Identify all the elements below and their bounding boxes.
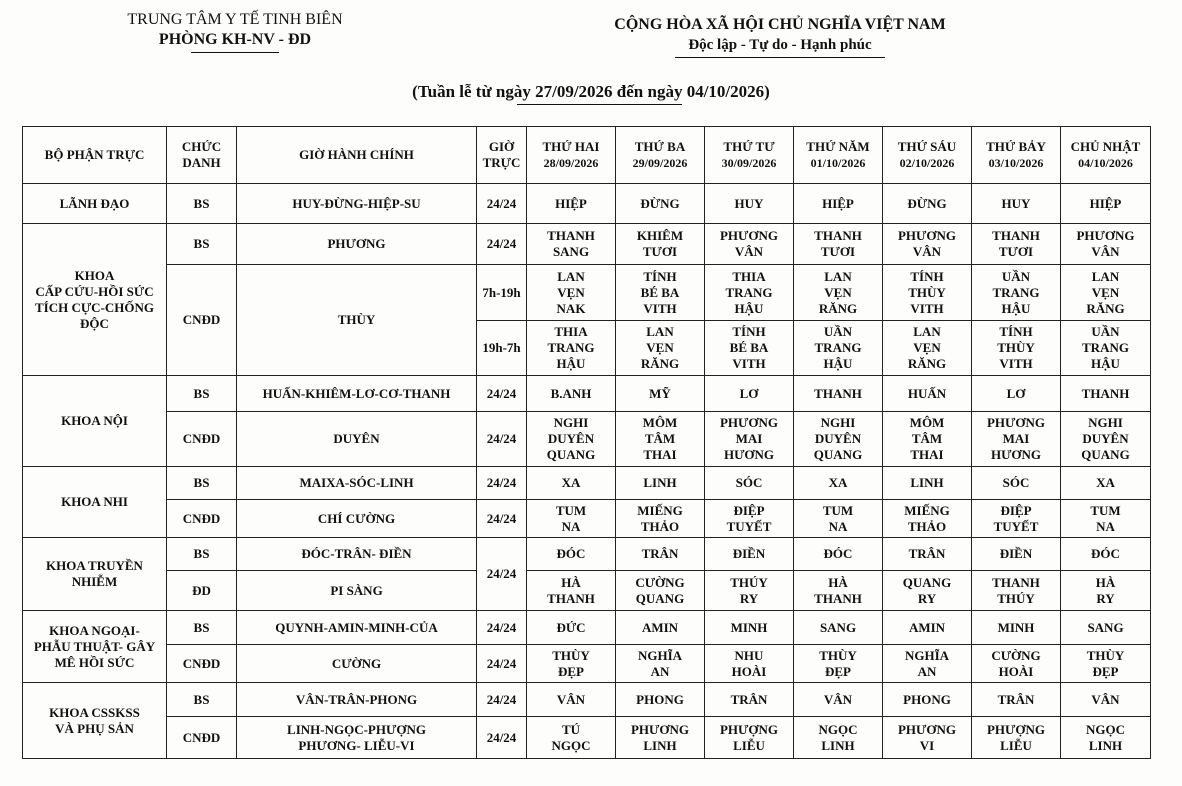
col-day: [705, 127, 794, 184]
duty-name-cell: PHƯƠNG VI: [883, 717, 972, 759]
duty-name-cell: PHƯỢNG LIỄU: [705, 717, 794, 759]
duty-name-cell: SÓC: [705, 467, 794, 500]
org-header: [100, 10, 370, 53]
duty-name-cell: TÍNH BÉ BA VITH: [705, 321, 794, 376]
hours-cell: 24/24: [477, 645, 527, 683]
org-department: PHÒNG KH-NV - ĐD: [158, 31, 312, 48]
day-name: THỨ TƯ: [723, 139, 775, 154]
duty-name-cell: LINH: [616, 467, 705, 500]
duty-name-cell: MÔM TÂM THAI: [616, 412, 705, 467]
duty-name-cell: UẦN TRANG HẬU: [794, 321, 883, 376]
duty-name-cell: ĐIỆP TUYẾT: [705, 500, 794, 538]
duty-name-cell: MIẾNG THẢO: [616, 500, 705, 538]
department-cell: KHOA NỘI: [23, 376, 167, 467]
duty-name-cell: SANG: [794, 611, 883, 645]
duty-name-cell: HUẤN: [883, 376, 972, 412]
duty-name-cell: AMIN: [616, 611, 705, 645]
duty-name-cell: LAN VẸN NAK: [527, 265, 616, 321]
duty-name-cell: LAN VẸN RĂNG: [883, 321, 972, 376]
department-cell: LÃNH ĐẠO: [23, 184, 167, 224]
hours-cell: 24/24: [477, 538, 527, 611]
office-cell: QUYNH-AMIN-MINH-CỦA: [237, 611, 477, 645]
duty-name-cell: TRÂN: [616, 538, 705, 571]
duty-name-cell: THÙY ĐẸP: [1061, 645, 1151, 683]
hours-cell: 24/24: [477, 376, 527, 412]
duty-name-cell: NGHĨA AN: [616, 645, 705, 683]
day-name: THỨ NĂM: [806, 139, 870, 154]
duty-name-cell: PHƯƠNG LINH: [616, 717, 705, 759]
hours-cell: 24/24: [477, 224, 527, 265]
hours-cell: 24/24: [477, 412, 527, 467]
duty-name-cell: PHƯƠNG VÂN: [883, 224, 972, 265]
title-cell: BS: [167, 467, 237, 500]
office-cell: THÙY: [237, 265, 477, 376]
day-date: 29/09/2026: [632, 156, 688, 170]
table-row: [23, 224, 1151, 265]
office-cell: ĐÓC-TRÂN- ĐIỀN: [237, 538, 477, 571]
duty-name-cell: NGỌC LINH: [1061, 717, 1151, 759]
office-cell: HUY-ĐỪNG-HIỆP-SU: [237, 184, 477, 224]
duty-name-cell: QUANG RY: [883, 571, 972, 611]
col-department: BỘ PHẬN TRỰC: [23, 127, 167, 184]
office-cell: VÂN-TRÂN-PHONG: [237, 683, 477, 717]
day-date: 30/09/2026: [721, 156, 777, 170]
duty-name-cell: THÙY ĐẸP: [527, 645, 616, 683]
duty-name-cell: PHƯƠNG VÂN: [1061, 224, 1151, 265]
duty-name-cell: MIẾNG THẢO: [883, 500, 972, 538]
duty-name-cell: TÍNH THÙY VITH: [883, 265, 972, 321]
duty-name-cell: ĐÓC: [1061, 538, 1151, 571]
title-cell: CNĐD: [167, 500, 237, 538]
col-day: [883, 127, 972, 184]
duty-name-cell: HÀ THANH: [527, 571, 616, 611]
col-day: [972, 127, 1061, 184]
duty-name-cell: UẦN TRANG HẬU: [972, 265, 1061, 321]
duty-name-cell: ĐỨC: [527, 611, 616, 645]
duty-name-cell: VÂN: [794, 683, 883, 717]
table-row: [23, 717, 1151, 759]
hours-cell: 7h-19h: [477, 265, 527, 321]
duty-name-cell: PHƯỢNG LIỄU: [972, 717, 1061, 759]
col-office-hours: GIỜ HÀNH CHÍNH: [237, 127, 477, 184]
day-date: 02/10/2026: [899, 156, 955, 170]
department-cell: KHOA NGOẠI- PHẪU THUẬT- GÂY MÊ HỒI SỨC: [23, 611, 167, 683]
duty-name-cell: HIỆP: [527, 184, 616, 224]
duty-name-cell: NGHI DUYÊN QUANG: [794, 412, 883, 467]
duty-name-cell: NGHI DUYÊN QUANG: [1061, 412, 1151, 467]
duty-name-cell: TRÂN: [883, 538, 972, 571]
title-cell: BS: [167, 683, 237, 717]
duty-name-cell: ĐỪNG: [616, 184, 705, 224]
duty-name-cell: PHƯƠNG VÂN: [705, 224, 794, 265]
duty-name-cell: MỸ: [616, 376, 705, 412]
duty-name-cell: THIA TRANG HẬU: [527, 321, 616, 376]
title-cell: BS: [167, 376, 237, 412]
duty-name-cell: THIA TRANG HẬU: [705, 265, 794, 321]
duty-name-cell: NGHĨA AN: [883, 645, 972, 683]
duty-name-cell: NGHI DUYÊN QUANG: [527, 412, 616, 467]
title-cell: CNĐD: [167, 265, 237, 376]
col-duty-hours: GIỜ TRỰC: [477, 127, 527, 184]
table-row: [23, 467, 1151, 500]
duty-name-cell: B.ANH: [527, 376, 616, 412]
duty-name-cell: XA: [527, 467, 616, 500]
office-cell: PI SÀNG: [237, 571, 477, 611]
duty-name-cell: LAN VẸN RĂNG: [616, 321, 705, 376]
hours-cell: 24/24: [477, 683, 527, 717]
duty-name-cell: TÍNH BÉ BA VITH: [616, 265, 705, 321]
hours-cell: 24/24: [477, 717, 527, 759]
col-day: [616, 127, 705, 184]
day-name: CHỦ NHẬT: [1070, 139, 1141, 154]
duty-name-cell: TRÂN: [705, 683, 794, 717]
duty-name-cell: AMIN: [883, 611, 972, 645]
day-date: 28/09/2026: [543, 156, 599, 170]
department-cell: KHOA NHI: [23, 467, 167, 538]
department-cell: KHOA CẤP CỨU-HỒI SỨC TÍCH CỰC-CHỐNG ĐỘC: [23, 224, 167, 376]
title-cell: CNĐD: [167, 645, 237, 683]
duty-name-cell: VÂN: [1061, 683, 1151, 717]
duty-name-cell: THÚY RY: [705, 571, 794, 611]
duty-name-cell: TÚ NGỌC: [527, 717, 616, 759]
duty-name-cell: NGỌC LINH: [794, 717, 883, 759]
hours-cell: 19h-7h: [477, 321, 527, 376]
day-name: THỨ HAI: [542, 139, 600, 154]
office-cell: LINH-NGỌC-PHƯỢNG PHƯƠNG- LIỄU-VI: [237, 717, 477, 759]
duty-name-cell: LINH: [883, 467, 972, 500]
duty-name-cell: PHONG: [883, 683, 972, 717]
office-cell: CHÍ CƯỜNG: [237, 500, 477, 538]
col-day: [794, 127, 883, 184]
duty-name-cell: MINH: [705, 611, 794, 645]
duty-name-cell: CƯỜNG HOÀI: [972, 645, 1061, 683]
duty-name-cell: THANH TƯƠI: [972, 224, 1061, 265]
duty-name-cell: THANH THÚY: [972, 571, 1061, 611]
org-underline: [191, 52, 279, 53]
duty-name-cell: PHONG: [616, 683, 705, 717]
table-row: [23, 611, 1151, 645]
duty-name-cell: XA: [1061, 467, 1151, 500]
day-date: 01/10/2026: [810, 156, 866, 170]
duty-name-cell: VÂN: [527, 683, 616, 717]
table-row: [23, 184, 1151, 224]
duty-name-cell: LAN VẸN RĂNG: [794, 265, 883, 321]
title-cell: BS: [167, 611, 237, 645]
duty-name-cell: HUY: [972, 184, 1061, 224]
duty-name-cell: ĐỪNG: [883, 184, 972, 224]
table-row: [23, 571, 1151, 611]
office-cell: PHƯƠNG: [237, 224, 477, 265]
title-cell: CNĐD: [167, 412, 237, 467]
duty-name-cell: HÀ RY: [1061, 571, 1151, 611]
duty-name-cell: TRÂN: [972, 683, 1061, 717]
nation-header: [600, 15, 960, 58]
duty-roster-table: [22, 126, 1151, 759]
table-row: [23, 376, 1151, 412]
duty-name-cell: TUM NA: [527, 500, 616, 538]
duty-name-cell: TÍNH THÙY VITH: [972, 321, 1061, 376]
day-date: 03/10/2026: [988, 156, 1044, 170]
duty-name-cell: XA: [794, 467, 883, 500]
duty-name-cell: THANH: [1061, 376, 1151, 412]
table-row: [23, 538, 1151, 571]
duty-name-cell: MINH: [972, 611, 1061, 645]
duty-name-cell: HUY: [705, 184, 794, 224]
duty-name-cell: PHƯƠNG MAI HƯƠNG: [705, 412, 794, 467]
duty-name-cell: THANH: [794, 376, 883, 412]
duty-name-cell: ĐIỀN: [705, 538, 794, 571]
title-cell: CNĐD: [167, 717, 237, 759]
department-cell: KHOA TRUYỀN NHIỄM: [23, 538, 167, 611]
duty-name-cell: LAN VẸN RĂNG: [1061, 265, 1151, 321]
table-header-row: [23, 127, 1151, 184]
hours-cell: 24/24: [477, 611, 527, 645]
duty-name-cell: THANH SANG: [527, 224, 616, 265]
org-name: TRUNG TÂM Y TẾ TINH BIÊN: [127, 11, 343, 28]
duty-name-cell: ĐÓC: [527, 538, 616, 571]
week-underline: [517, 104, 682, 105]
duty-name-cell: LƠ: [705, 376, 794, 412]
motto-underline: [675, 57, 885, 58]
office-cell: CƯỜNG: [237, 645, 477, 683]
duty-name-cell: SÓC: [972, 467, 1061, 500]
col-day: [1061, 127, 1151, 184]
title-cell: BS: [167, 224, 237, 265]
table-row: [23, 412, 1151, 467]
office-cell: DUYÊN: [237, 412, 477, 467]
table-row: [23, 683, 1151, 717]
department-cell: KHOA CSSKSS VÀ PHỤ SẢN: [23, 683, 167, 759]
hours-cell: 24/24: [477, 184, 527, 224]
duty-name-cell: PHƯƠNG MAI HƯƠNG: [972, 412, 1061, 467]
duty-name-cell: ĐIỀN: [972, 538, 1061, 571]
office-cell: HUẤN-KHIÊM-LƠ-CƠ-THANH: [237, 376, 477, 412]
duty-name-cell: NHU HOÀI: [705, 645, 794, 683]
duty-name-cell: HIỆP: [1061, 184, 1151, 224]
day-name: THỨ SÁU: [897, 139, 957, 154]
title-cell: BS: [167, 184, 237, 224]
hours-cell: 24/24: [477, 500, 527, 538]
office-cell: MAIXA-SÓC-LINH: [237, 467, 477, 500]
duty-name-cell: ĐÓC: [794, 538, 883, 571]
duty-name-cell: MÔM TÂM THAI: [883, 412, 972, 467]
week-title: (Tuần lễ từ ngày 27/09/2026 đến ngày 04/10/2026): [412, 82, 770, 101]
day-date: 04/10/2026: [1078, 156, 1133, 170]
duty-name-cell: THANH TƯƠI: [794, 224, 883, 265]
table-row: [23, 265, 1151, 321]
col-title: CHỨC DANH: [167, 127, 237, 184]
duty-name-cell: SANG: [1061, 611, 1151, 645]
nation-motto: Độc lập - Tự do - Hạnh phúc: [688, 37, 872, 53]
duty-name-cell: TUM NA: [1061, 500, 1151, 538]
duty-name-cell: CƯỜNG QUANG: [616, 571, 705, 611]
duty-name-cell: TUM NA: [794, 500, 883, 538]
duty-name-cell: LƠ: [972, 376, 1061, 412]
duty-name-cell: HÀ THANH: [794, 571, 883, 611]
duty-name-cell: HIỆP: [794, 184, 883, 224]
day-name: THỨ BẢY: [986, 139, 1046, 154]
hours-cell: 24/24: [477, 467, 527, 500]
table-row: [23, 645, 1151, 683]
nation-name: CỘNG HÒA XÃ HỘI CHỦ NGHĨA VIỆT NAM: [614, 16, 946, 33]
col-day: [527, 127, 616, 184]
week-title-block: [0, 82, 1182, 102]
duty-name-cell: UẦN TRANG HẬU: [1061, 321, 1151, 376]
duty-name-cell: KHIÊM TƯƠI: [616, 224, 705, 265]
duty-name-cell: ĐIỆP TUYẾT: [972, 500, 1061, 538]
table-row: [23, 500, 1151, 538]
duty-name-cell: THÙY ĐẸP: [794, 645, 883, 683]
title-cell: BS: [167, 538, 237, 571]
day-name: THỨ BA: [634, 139, 686, 154]
title-cell: ĐD: [167, 571, 237, 611]
